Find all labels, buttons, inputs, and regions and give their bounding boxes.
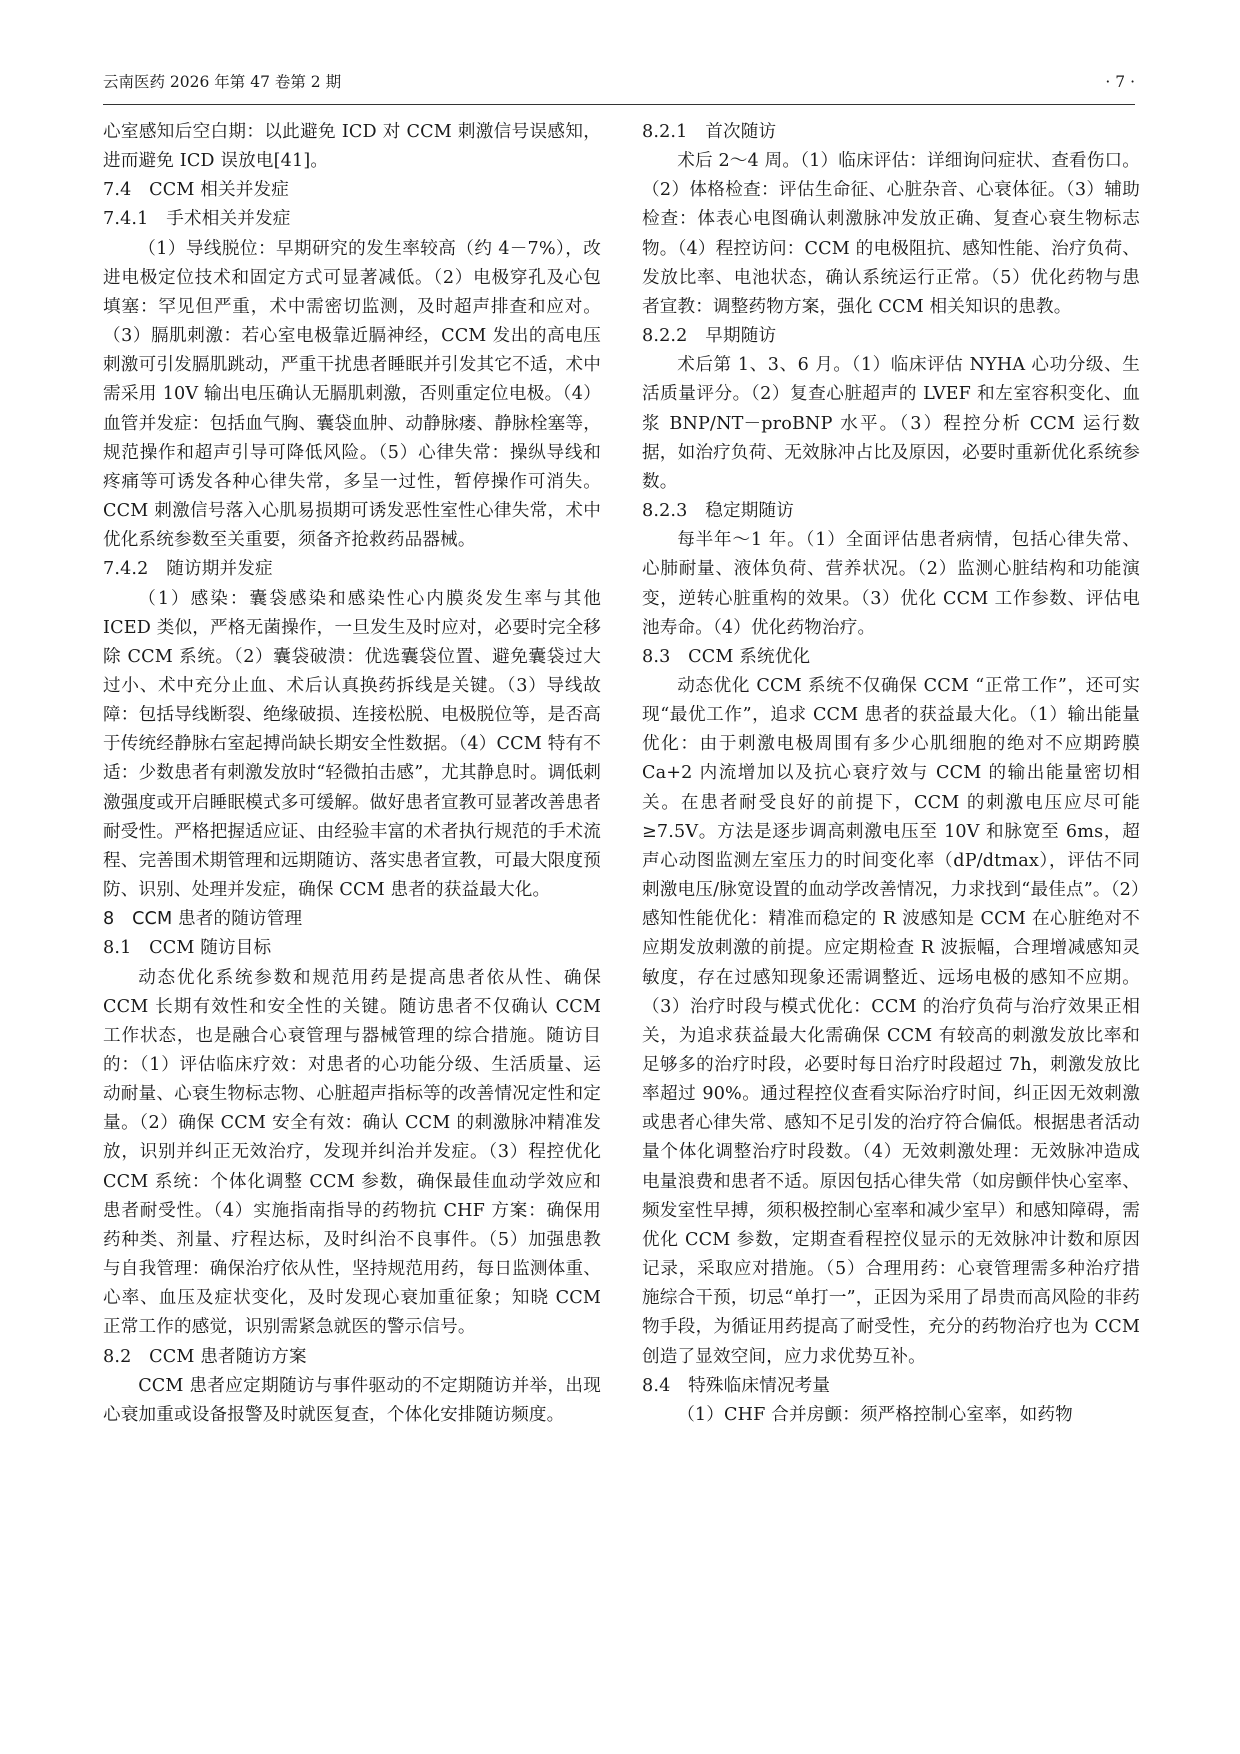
body-paragraph: 动态优化 CCM 系统不仅确保 CCM “正常工作”，还可实现“最优工作”，追求 CCM 患者的获益最大化。（1）输出能量优化：由于刺激电极周围有多少心肌细胞的绝对不应期跨膜 Ca+2 内流增加以及抗心衰疗效与 CCM 的输出能量密切相关。在患者耐受良好的前提下，CCM 的刺激电压应尽可能≥7.5V。方法是逐步调高刺激电压至 10V 和脉宽至 6ms，超声心动图监测左室压力的时间变化率（dP/dtmax），评估不同刺激电压/脉宽设置的血动学改善情况，力求找到“最佳点”。（2）感知性能优化：精准而稳定的 R 波感知是 CCM 在心脏绝对不应期发放刺激的前提。应定期检查 R 波振幅，合理增减感知灵敏度，存在过感知现象还需调整近、远场电极的感知不应期。（3）治疗时段与模式优化：CCM 的治疗负荷与治疗效果正相关，为追求获益最大化需确保 CCM 有较高的刺激发放比率和足够多的治疗时段，必要时每日治疗时段超过 7h，刺激发放比率超过 90%。通过程控仪查看实际治疗时间，纠正因无效刺激或患者心律失常、感知不足引发的治疗符合偏低。根据患者活动量个体化调整治疗时段数。（4）无效刺激处理：无效脉冲造成电量浪费和患者不适。原因包括心律失常（如房颤伴快心室率、频发室性早搏，须积极控制心室率和减少室早）和感知障碍，需优化 CCM 参数，定期查看程控仪显示的无效脉冲计数和原因记录，采取应对措施。（5）合理用药：心衰管理需多种治疗措施综合干预，切忌“单打一”，正因为采用了昂贵而高风险的非药物手段，为循证用药提高了耐受性，充分的药物治疗也为 CCM 创造了显效空间，应力求优势互补。 — [642, 675, 1140, 1367]
section-heading: 8 CCM 患者的随访管理 — [103, 909, 303, 930]
right-column — [642, 118, 1140, 1430]
page-number: · 7 · — [1105, 73, 1135, 91]
section-heading: 7.4.2 随访期并发症 — [103, 559, 273, 580]
section-heading: 8.2.3 稳定期随访 — [642, 501, 794, 522]
body-paragraph: （1）CHF 合并房颤：须严格控制心室率，如药物 — [677, 1404, 1073, 1425]
body-paragraph: CCM 患者应定期随访与事件驱动的不定期随访并举，出现心衰加重或设备报警及时就医复查，个体化安排随访频度。 — [103, 1375, 601, 1425]
journal-title: 云南医药 2026 年第 47 卷第 2 期 — [103, 73, 342, 91]
section-heading: 8.2.2 早期随访 — [642, 326, 777, 347]
header-rule — [103, 104, 1135, 105]
section-heading: 8.4 特殊临床情况考量 — [642, 1375, 831, 1396]
body-paragraph: 术后第 1、3、6 月。（1）临床评估 NYHA 心功分级、生活质量评分。（2）复查心脏超声的 LVEF 和左室容积变化、血浆 BNP/NT－proBNP 水平。（3）程控分析 CCM 运行数据，如治疗负荷、无效脉冲占比及原因，必要时重新优化系统参数。 — [642, 355, 1140, 492]
body-paragraph: 每半年～1 年。（1）全面评估患者病情，包括心律失常、心肺耐量、液体负荷、营养状况。（2）监测心脏结构和功能演变，逆转心脏重构的效果。（3）优化 CCM 工作参数、评估电池寿命。（4）优化药物治疗。 — [642, 530, 1140, 638]
section-heading: 8.2 CCM 患者随访方案 — [103, 1346, 307, 1367]
left-column — [103, 118, 601, 1430]
body-paragraph: （1）导线脱位：早期研究的发生率较高（约 4－7%），改进电极定位技术和固定方式可显著减低。（2）电极穿孔及心包填塞：罕见但严重，术中需密切监测，及时超声排查和应对。（3）膈肌刺激：若心室电极靠近膈神经，CCM 发出的高电压刺激可引发膈肌跳动，严重干扰患者睡眠并引发其它不适，术中需采用 10V 输出电压确认无膈肌刺激，否则重定位电极。（4）血管并发症：包括血气胸、囊袋血肿、动静脉瘘、静脉栓塞等，规范操作和超声引导可降低风险。（5）心律失常：操纵导线和疼痛等可诱发各种心律失常，多呈一过性，暂停操作可消失。CCM 刺激信号落入心肌易损期可诱发恶性室性心律失常，术中优化系统参数至关重要，须备齐抢救药品器械。 — [103, 238, 601, 551]
section-heading: 7.4.1 手术相关并发症 — [103, 209, 291, 230]
body-paragraph: 术后 2～4 周。（1）临床评估：详细询问症状、查看伤口。（2）体格检查：评估生命征、心脏杂音、心衰体征。（3）辅助检查：体表心电图确认刺激脉冲发放正确、复查心衰生物标志物。（4）程控访问：CCM 的电极阻抗、感知性能、治疗负荷、发放比率、电池状态，确认系统运行正常。（5）优化药物与患者宣教：调整药物方案，强化 CCM 相关知识的患教。 — [642, 151, 1140, 317]
section-heading: 7.4 CCM 相关并发症 — [103, 180, 290, 201]
section-heading: 8.3 CCM 系统优化 — [642, 646, 811, 667]
body-paragraph: 动态优化系统参数和规范用药是提高患者依从性、确保 CCM 长期有效性和安全性的关键。随访患者不仅确认 CCM 工作状态，也是融合心衰管理与器械管理的综合措施。随访目的：（1）评估临床疗效：对患者的心功能分级、生活质量、运动耐量、心衰生物标志物、心脏超声指标等的改善情况定性和定量。（2）确保 CCM 安全有效：确认 CCM 的刺激脉冲精准发放，识别并纠正无效治疗，发现并纠治并发症。（3）程控优化 CCM 系统：个体化调整 CCM 参数，确保最佳血动学效应和患者耐受性。（4）实施指南指导的药物抗 CHF 方案：确保用药种类、剂量、疗程达标，及时纠治不良事件。（5）加强患教与自我管理：确保治疗依从性，坚持规范用药，每日监测体重、心率、血压及症状变化，及时发现心衰加重征象；知晓 CCM 正常工作的感觉，识别需紧急就医的警示信号。 — [103, 967, 601, 1338]
section-heading: 8.2.1 首次随访 — [642, 122, 777, 142]
body-paragraph: （1）感染：囊袋感染和感染性心内膜炎发生率与其他 ICED 类似，严格无菌操作，一旦发生及时应对，必要时完全移除 CCM 系统。（2）囊袋破溃：优选囊袋位置、避免囊袋过大过小、术中充分止血、术后认真换药拆线是关键。（3）导线故障：包括导线断裂、绝缘破损、连接松脱、电极脱位等，是否高于传统经静脉右室起搏尚缺长期安全性数据。（4）CCM 特有不适：少数患者有刺激发放时“轻微拍击感”，尤其静息时。调低刺激强度或开启睡眠模式多可缓解。做好患者宣教可显著改善患者耐受性。严格把握适应证、由经验丰富的术者执行规范的手术流程、完善围术期管理和远期随访、落实患者宣教，可最大限度预防、识别、处理并发症，确保 CCM 患者的获益最大化。 — [103, 588, 601, 901]
body-paragraph: 心室感知后空白期：以此避免 ICD 对 CCM 刺激信号误感知，进而避免 ICD 误放电[41]。 — [103, 122, 601, 172]
section-heading: 8.1 CCM 随访目标 — [103, 938, 272, 959]
running-head — [103, 68, 1135, 96]
